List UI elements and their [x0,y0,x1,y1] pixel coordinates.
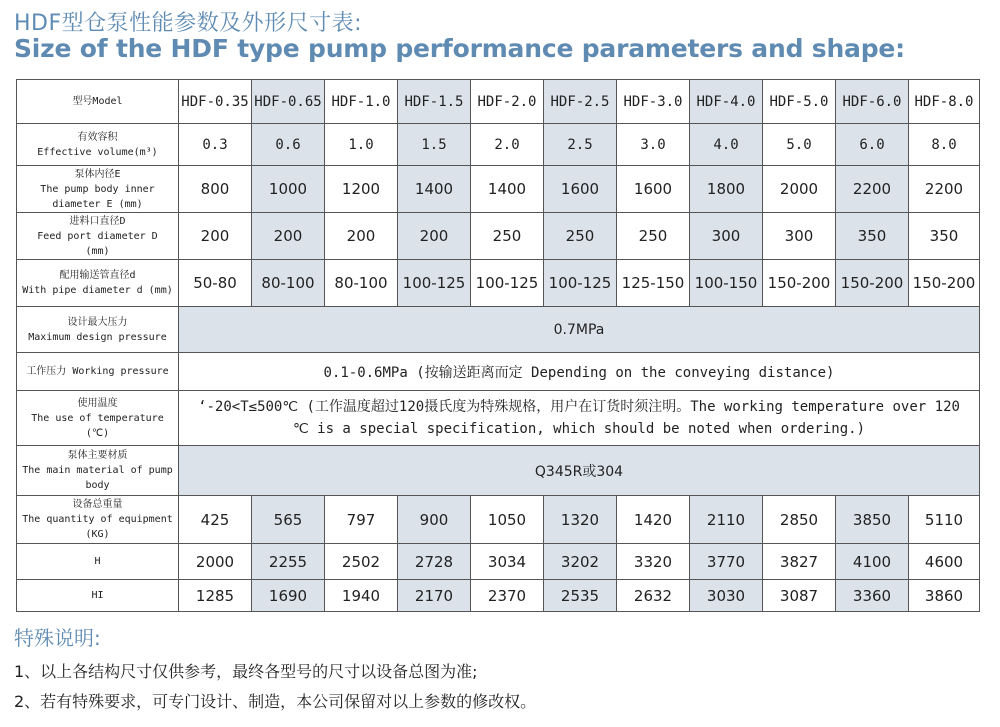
label-pipe-diameter: 配用输送管直径d With pipe diameter d (mm) [17,260,179,307]
feed-port-cell: 250 [544,213,617,260]
weight-cell: 1050 [471,496,544,544]
diameter-cell: 800 [179,166,252,213]
volume-cell: 4.0 [690,124,763,166]
h-cell: 2728 [398,544,471,580]
label-h: H [17,544,179,580]
h-cell: 2000 [179,544,252,580]
h-cell: 3320 [617,544,690,580]
label-max-pressure: 设计最大压力 Maximum design pressure [17,307,179,353]
feed-port-cell: 250 [471,213,544,260]
volume-cell: 0.6 [252,124,325,166]
pipe-cell: 100-125 [398,260,471,307]
note-item: 1、以上各结构尺寸仅供参考，最终各型号的尺寸以设备总图为准; [14,662,478,681]
model-cell: HDF-8.0 [909,80,980,124]
weight-cell: 565 [252,496,325,544]
h-cell: 2255 [252,544,325,580]
diameter-cell: 1000 [252,166,325,213]
h1-cell: 3030 [690,580,763,612]
max-pressure-value: 0.7MPa [179,307,980,353]
feed-port-cell: 250 [617,213,690,260]
label-model: 型号Model [17,80,179,124]
volume-cell: 2.5 [544,124,617,166]
row-max-pressure [17,307,980,353]
volume-cell: 8.0 [909,124,980,166]
h-cell: 3202 [544,544,617,580]
volume-cell: 1.5 [398,124,471,166]
model-cell: HDF-1.0 [325,80,398,124]
weight-cell: 1320 [544,496,617,544]
h-cell: 2502 [325,544,398,580]
diameter-cell: 1600 [544,166,617,213]
label-feed-port: 进料口直径D Feed port diameter D (mm) [17,213,179,260]
row-working-pressure [17,353,980,391]
h-cell: 4600 [909,544,980,580]
row-weight [17,496,980,544]
label-h1: HI [17,580,179,612]
row-pipe-diameter [17,260,980,307]
h1-cell: 1690 [252,580,325,612]
label-material: 泵体主要材质 The main material of pump body [17,446,179,496]
diameter-cell: 2200 [909,166,980,213]
spec-table [16,79,980,612]
h1-cell: 2370 [471,580,544,612]
h-cell: 3827 [763,544,836,580]
row-inner-diameter [17,166,980,213]
pipe-cell: 150-200 [763,260,836,307]
label-effective-volume: 有效容积 Effective volume(m³) [17,124,179,166]
row-temperature [17,391,980,446]
h-cell: 4100 [836,544,909,580]
pipe-cell: 80-100 [252,260,325,307]
pipe-cell: 125-150 [617,260,690,307]
model-cell: HDF-2.5 [544,80,617,124]
feed-port-cell: 300 [690,213,763,260]
weight-cell: 425 [179,496,252,544]
feed-port-cell: 200 [252,213,325,260]
diameter-cell: 1600 [617,166,690,213]
label-working-pressure: 工作压力 Working pressure [17,353,179,391]
pipe-cell: 50-80 [179,260,252,307]
volume-cell: 0.3 [179,124,252,166]
h1-cell: 3860 [909,580,980,612]
feed-port-cell: 350 [909,213,980,260]
volume-cell: 1.0 [325,124,398,166]
label-weight: 设备总重量 The quantity of equipment (KG) [17,496,179,544]
title-chinese: HDF型仓泵性能参数及外形尺寸表: [14,11,363,36]
label-temperature: 使用温度 The use of temperature (℃) [17,391,179,446]
pipe-cell: 80-100 [325,260,398,307]
weight-cell: 1420 [617,496,690,544]
model-cell: HDF-2.0 [471,80,544,124]
model-cell: HDF-3.0 [617,80,690,124]
weight-cell: 3850 [836,496,909,544]
diameter-cell: 1800 [690,166,763,213]
feed-port-cell: 300 [763,213,836,260]
weight-cell: 2850 [763,496,836,544]
feed-port-cell: 200 [179,213,252,260]
pipe-cell: 100-150 [690,260,763,307]
temperature-value: ‘-20<T≤500℃ (工作温度超过120摄氏度为特殊规格，用户在订货时须注明。The working temperature over 120 ℃ is a special specification, which should be noted when ordering.) [179,391,980,446]
weight-cell: 797 [325,496,398,544]
h1-cell: 2632 [617,580,690,612]
feed-port-cell: 200 [325,213,398,260]
row-h [17,544,980,580]
volume-cell: 3.0 [617,124,690,166]
working-pressure-value: 0.1-0.6MPa (按输送距离而定 Depending on the conveying distance) [179,353,980,391]
h1-cell: 1940 [325,580,398,612]
row-h1 [17,580,980,612]
h-cell: 3770 [690,544,763,580]
pipe-cell: 150-200 [909,260,980,307]
h-cell: 3034 [471,544,544,580]
material-value: Q345R或304 [179,446,980,496]
h1-cell: 3360 [836,580,909,612]
note-item: 2、若有特殊要求，可专门设计、制造，本公司保留对以上参数的修改权。 [14,692,537,711]
volume-cell: 5.0 [763,124,836,166]
model-cell: HDF-0.65 [252,80,325,124]
diameter-cell: 2000 [763,166,836,213]
model-cell: HDF-0.35 [179,80,252,124]
row-model [17,80,980,124]
pipe-cell: 150-200 [836,260,909,307]
label-inner-diameter: 泵体内径E The pump body inner diameter E (mm) [17,166,179,213]
diameter-cell: 1400 [471,166,544,213]
h1-cell: 1285 [179,580,252,612]
diameter-cell: 2200 [836,166,909,213]
h1-cell: 2170 [398,580,471,612]
volume-cell: 2.0 [471,124,544,166]
volume-cell: 6.0 [836,124,909,166]
h1-cell: 3087 [763,580,836,612]
feed-port-cell: 200 [398,213,471,260]
model-cell: HDF-5.0 [763,80,836,124]
model-cell: HDF-4.0 [690,80,763,124]
title-english: Size of the HDF type pump performance parameters and shape: [14,34,905,63]
model-cell: HDF-6.0 [836,80,909,124]
model-cell: HDF-1.5 [398,80,471,124]
weight-cell: 2110 [690,496,763,544]
diameter-cell: 1400 [398,166,471,213]
row-material [17,446,980,496]
pipe-cell: 100-125 [471,260,544,307]
h1-cell: 2535 [544,580,617,612]
pipe-cell: 100-125 [544,260,617,307]
diameter-cell: 1200 [325,166,398,213]
weight-cell: 5110 [909,496,980,544]
notes-title: 特殊说明: [14,626,101,650]
weight-cell: 900 [398,496,471,544]
row-effective-volume [17,124,980,166]
feed-port-cell: 350 [836,213,909,260]
row-feed-port [17,213,980,260]
